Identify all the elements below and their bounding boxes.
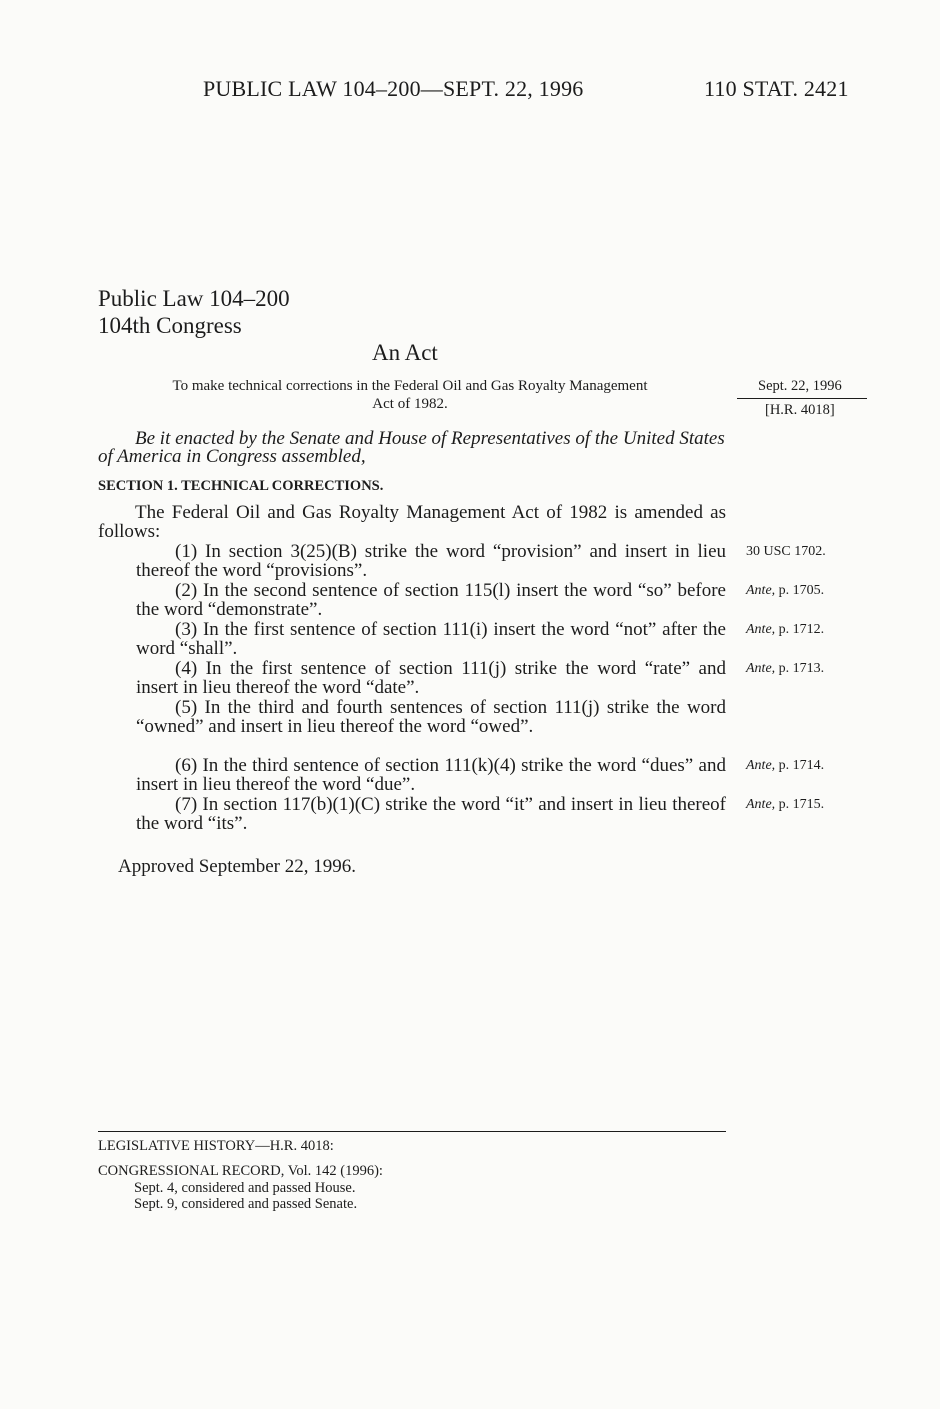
legislative-history-heading: LEGISLATIVE HISTORY—H.R. 4018: bbox=[98, 1138, 334, 1154]
side-note-4: Ante, p. 1713. bbox=[746, 661, 825, 676]
running-head-left: PUBLIC LAW 104–200—SEPT. 22, 1996 bbox=[203, 76, 584, 101]
paragraph-5: (5) In the third and fourth sentences of section 111(j) strike the word “owned” and insert in lieu thereof the word “owed”. bbox=[136, 697, 726, 737]
paragraph-7: (7) In section 117(b)(1)(C) strike the word “it” and insert in lieu thereof the word “its”. bbox=[136, 794, 726, 834]
purpose-line-2: Act of 1982. bbox=[372, 396, 448, 412]
history-entry-senate: Sept. 9, considered and passed Senate. bbox=[134, 1196, 358, 1212]
paragraph-1: (1) In section 3(25)(B) strike the word “provision” and insert in lieu thereof the word “provisions”. bbox=[136, 541, 726, 581]
law-number: Public Law 104–200 bbox=[98, 286, 290, 311]
enactment-date: Sept. 22, 1996 bbox=[758, 378, 842, 394]
paragraph-2: (2) In the second sentence of section 115(l) insert the word “so” before the word “demonstrate”. bbox=[136, 580, 726, 620]
side-note-2: Ante, p. 1705. bbox=[746, 583, 825, 598]
margin-rule bbox=[737, 398, 867, 399]
paragraph-3: (3) In the first sentence of section 111(i) insert the word “not” after the word “shall”. bbox=[136, 619, 726, 659]
history-entry-house: Sept. 4, considered and passed House. bbox=[134, 1180, 356, 1196]
section-heading: SECTION 1. TECHNICAL CORRECTIONS. bbox=[98, 478, 384, 494]
side-note-3: Ante, p. 1712. bbox=[746, 622, 825, 637]
approval-date: Approved September 22, 1996. bbox=[118, 856, 356, 877]
purpose-line-1: To make technical corrections in the Federal Oil and Gas Royalty Management bbox=[172, 378, 648, 394]
footnote-rule bbox=[98, 1131, 726, 1132]
running-head-right: 110 STAT. 2421 bbox=[704, 76, 849, 101]
side-note-1: 30 USC 1702. bbox=[746, 544, 826, 559]
side-note-7: Ante, p. 1715. bbox=[746, 797, 825, 812]
act-heading: An Act bbox=[372, 340, 438, 365]
side-note-6: Ante, p. 1714. bbox=[746, 758, 825, 773]
congressional-record: CONGRESSIONAL RECORD, Vol. 142 (1996): bbox=[98, 1163, 383, 1179]
enacting-clause: Be it enacted by the Senate and House of Representatives of the United States of America in Congress assembled, bbox=[98, 428, 725, 467]
paragraph-6: (6) In the third sentence of section 111(k)(4) strike the word “dues” and insert in lieu thereof the word “due”. bbox=[136, 755, 726, 795]
intro-text: The Federal Oil and Gas Royalty Management Act of 1982 is amended as follows: bbox=[98, 502, 726, 542]
bill-number: [H.R. 4018] bbox=[765, 402, 835, 418]
paragraph-4: (4) In the first sentence of section 111(j) strike the word “rate” and insert in lieu thereof the word “date”. bbox=[136, 658, 726, 698]
congress-number: 104th Congress bbox=[98, 313, 242, 338]
